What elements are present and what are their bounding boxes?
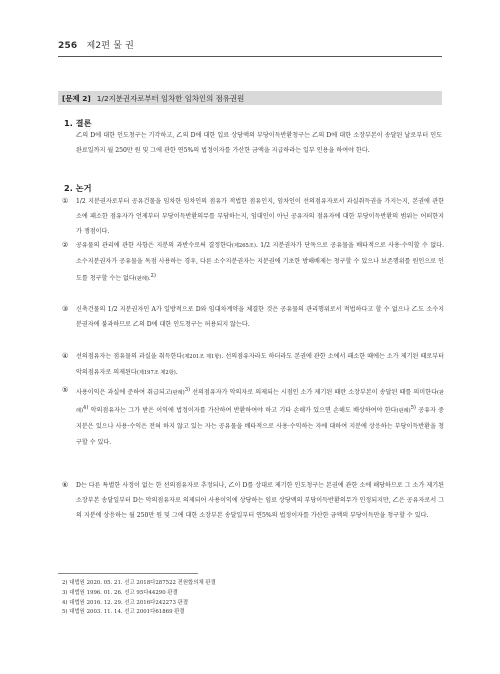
problem-tag: [문제 2] (62, 93, 91, 103)
item-text: 신축건물의 1/2 지분권자인 A가 일방적으로 D와 임대차계약을 체결한 것은 공유물의 관리행위로서 적법하다고 할 수 없으나 乙도 소수지분권자에 불과하므로 乙의 D에 대한 인도청구는 허용되지 않는다. (76, 306, 444, 329)
argument-item-6 (62, 478, 444, 524)
item-number: ⑥ (62, 481, 69, 489)
case-citation: (판례) (170, 390, 185, 397)
argument-item-5 (62, 383, 444, 450)
item-text: 사용이익은 과실에 준하여 취급되고 (76, 389, 171, 397)
item-number: ② (62, 241, 69, 249)
footnote: 3) 대법원 1996. 01. 26. 선고 95다44290 판결 (62, 589, 178, 596)
footnotes (62, 579, 442, 618)
argument-heading: 2. 논거 (64, 183, 92, 193)
argument-item-2 (62, 238, 444, 288)
footnote-ref-2: 4) (83, 405, 89, 412)
part-title: 제2편 물 권 (86, 41, 135, 51)
item-number: ① (62, 197, 69, 205)
item-text-cont-3: 공유자 중 지분은 있으나 사용·수익은 전혀 하지 않고 있는 자는 공유물을 배타적으로 사용·수익하는 자에 대하여 지분에 상응하는 부당이득반환을 청구할 수 있다. (76, 407, 444, 446)
statute-citation: (제201조 제1항) (182, 354, 222, 360)
item-number: ④ (62, 352, 69, 360)
item-text-cont-2: 악의점유자는 그가 받은 이익에 법정이자를 가산하여 반환하여야 하고 기타 손해가 있으면 손해도 배상하여야 한다 (88, 407, 397, 415)
argument-item-4 (62, 349, 444, 381)
running-head (58, 38, 134, 51)
item-number: ③ (62, 305, 69, 313)
footnote-rule (58, 573, 198, 574)
conclusion-text: 乙의 D에 대한 인도청구는 기각하고, 乙의 D에 대한 입료 상당액의 부당이득반환청구는 乙의 D에 대한 소장부본이 송달된 날로부터 인도완료일까지 월 250만 원 및 그에 관한 연5%의 법정이자를 가산한 금액을 지급하라는 일부 인용을 하여야 한다. (76, 132, 442, 155)
item-number: ⑤ (62, 386, 69, 394)
page-number: 256 (58, 41, 78, 51)
case-citation-2: (판례) (76, 390, 445, 415)
argument-item-1 (62, 194, 444, 240)
item-text-cont: . 선의점유자라도 하더라도 본권에 관한 소에서 패소한 때에는 소가 제기된 때로부터 악의점유자로 의제된다 (76, 353, 444, 377)
case-citation-3: (판례) (396, 408, 411, 415)
case-citation: (판례). (134, 276, 151, 283)
argument-item-3 (62, 302, 444, 332)
header-rule (58, 56, 442, 57)
problem-title: 1/2지분권자로부터 임차한 임차인의 점유권원 (96, 93, 245, 103)
footnote-ref-3: 5) (410, 405, 416, 412)
item-text-cont: . 1/2 지분권자가 단독으로 공유물을 배타적으로 사용·수익할 수 없다. 소수지분권자가 공유물을 독점 사용하는 경우, 다른 소수지분권자는 지분권에 기초한 방해배제는 청구할 수 있으나 보존행위를 원인으로 인도를 청구할 수는 없다 (76, 242, 444, 283)
item-text: 1/2 지분권자로부터 공유건물을 임차한 임차인의 점유가 적법한 점유인지, 임차인이 선의점유자로서 과실취득권을 가지는지, 본권에 관한 소에 패소한 점유자가 언제부터 부당이득반환의무를 부담하는지, 임대인이 아닌 공유자의 점유자에 대한 부당이득반환의 범위는 어떠한지가 쟁점이다. (76, 198, 444, 236)
footnote-ref: 3) (184, 387, 191, 393)
item-end: . (175, 369, 178, 377)
item-text: 공유물의 관리에 관한 사항은 지분의 과반수로써 결정한다 (76, 242, 232, 249)
problem-title-box (58, 91, 442, 105)
footnote: 4) 대법원 2016. 12. 29. 선고 2016다242273 판결 (62, 599, 189, 606)
item-text-cont: 선의점유자가 악의자로 의제되는 시점인 소가 제기된 때란 소장부본이 송달된 때를 의미한다 (190, 389, 437, 397)
footnote: 2) 대법원 2020. 05. 21. 선고 2018다287522 전원합의체 판결 (62, 580, 216, 586)
item-text: 선의점유자는 점유물의 과실을 취득한다 (76, 353, 183, 360)
conclusion-heading: 1. 결론 (64, 118, 92, 128)
footnote-ref: 2) (150, 273, 156, 280)
statute-citation: (제265조) (231, 243, 256, 249)
statute-citation-2: (제197조 제2항) (136, 370, 176, 377)
footnote: 5) 대법원 2003. 11. 14. 선고 2001다61869 판결 (62, 609, 185, 616)
item-text: D는 다른 특별한 사정이 없는 한 선의점유자로 추정되나, 乙이 D를 상대로 제기한 인도청구는 본권에 관한 소에 해당하므로 그 소가 제기된 소장부본 송달일부터 D는 악의점유자로 의제되어 사용이익에 상당하는 임료 상당액의 부당이득반환의무가 인정되지만, 乙은 공유자로서 그의 지분에 상응하는 월 250만 원 및 그에 대한 소장부본 송달일부터 연5%의 법정이자를 가산한 금액의 부당이득만을 청구할 수 있다. (76, 482, 444, 520)
